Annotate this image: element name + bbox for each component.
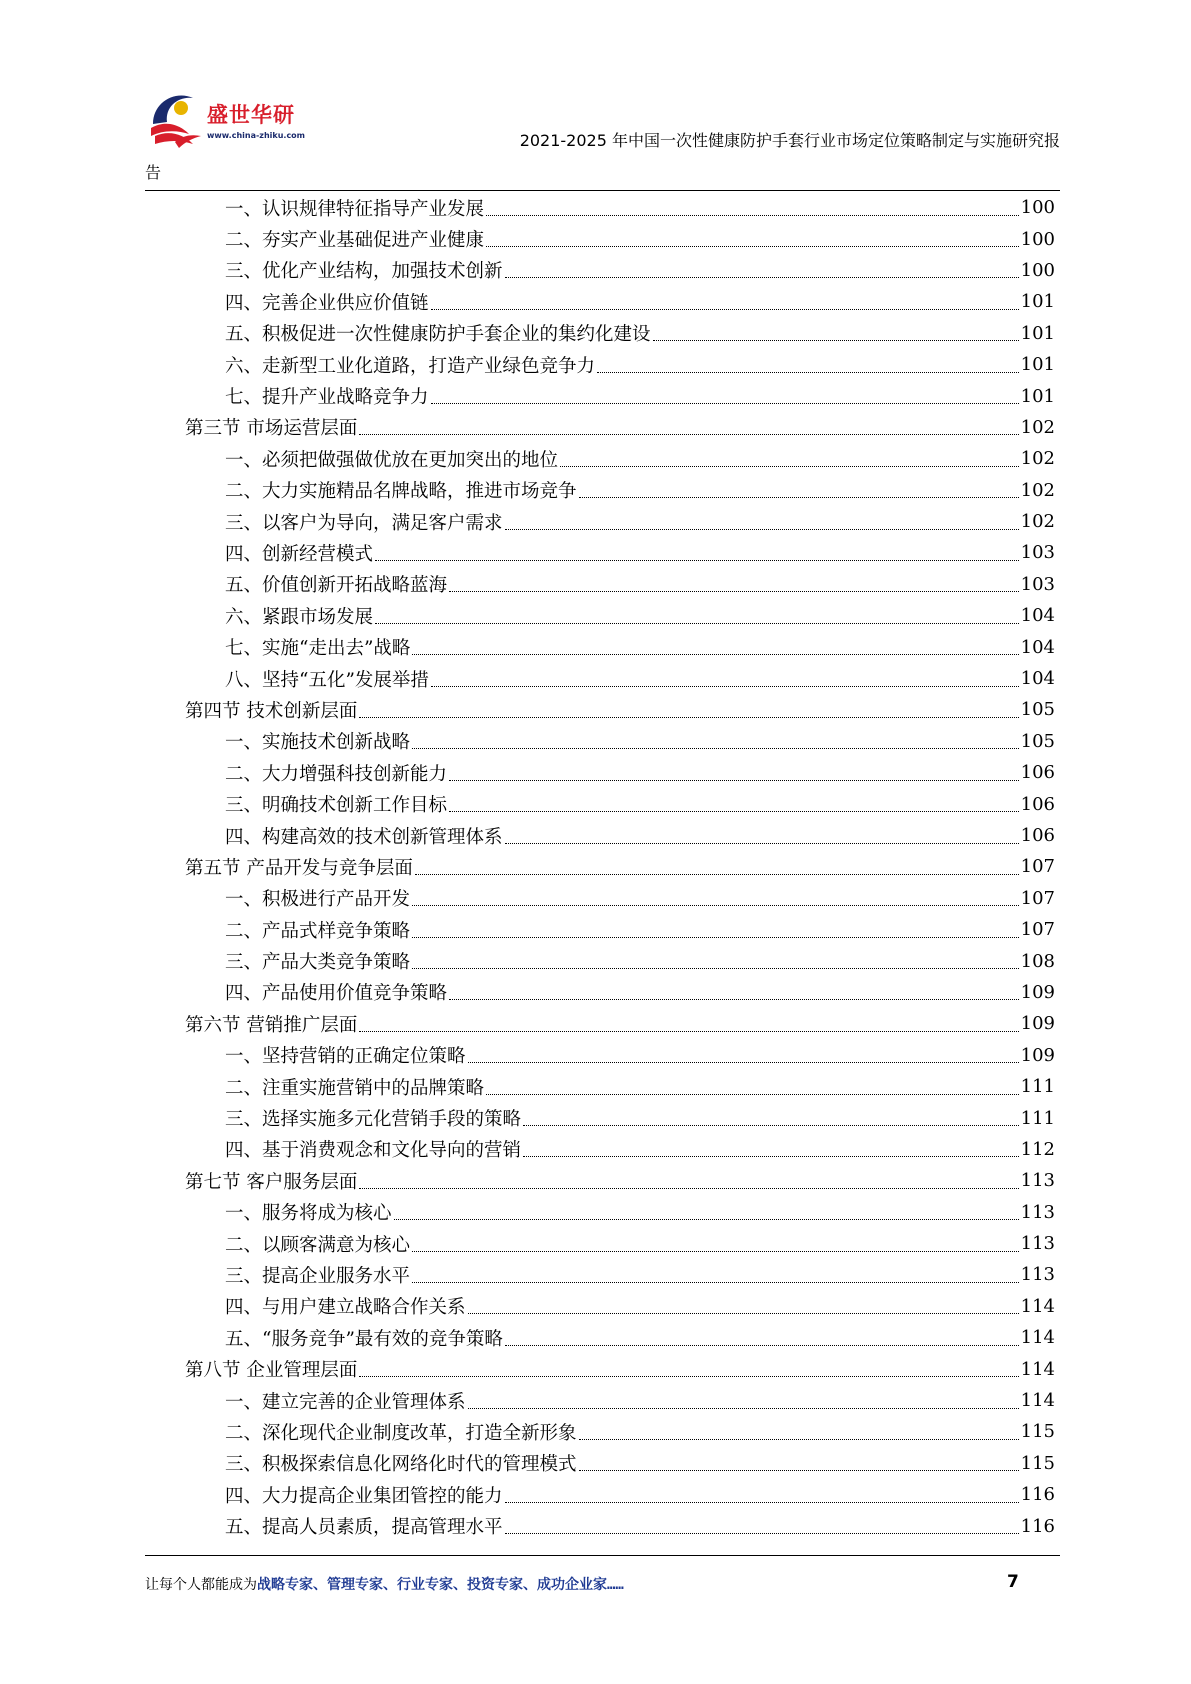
toc-entry[interactable] — [185, 757, 1055, 788]
toc-entry-page: 104 — [1020, 605, 1055, 627]
toc-entry-page: 100 — [1020, 259, 1055, 281]
toc-entry[interactable] — [185, 600, 1055, 631]
toc-entry-title: 三、选择实施多元化营销手段的策略 — [225, 1109, 522, 1131]
toc-entry-page: 116 — [1020, 1515, 1055, 1537]
toc-entry-page: 103 — [1020, 542, 1055, 564]
toc-entry-title: 三、积极探索信息化网络化时代的管理模式 — [225, 1454, 577, 1476]
toc-section[interactable] — [185, 694, 1055, 725]
toc-entry-page: 113 — [1020, 1233, 1055, 1255]
toc-entry-page: 114 — [1020, 1295, 1055, 1317]
toc-entry-title: 七、实施“走出去”战略 — [225, 638, 411, 660]
toc-entry[interactable] — [185, 223, 1055, 254]
toc-entry-title: 第三节 市场运营层面 — [185, 418, 358, 440]
toc-entry[interactable] — [185, 192, 1055, 223]
toc-entry-page: 112 — [1020, 1138, 1055, 1160]
report-title-wrap: 告 — [145, 163, 162, 182]
toc-leader-dots — [394, 1218, 1019, 1220]
toc-entry-page: 103 — [1020, 573, 1055, 595]
toc-entry-title: 一、建立完善的企业管理体系 — [225, 1391, 466, 1413]
toc-section[interactable] — [185, 1008, 1055, 1039]
toc-leader-dots — [468, 1312, 1019, 1314]
toc-entry[interactable] — [185, 255, 1055, 286]
toc-entry-page: 101 — [1020, 354, 1055, 376]
toc-entry[interactable] — [185, 1479, 1055, 1510]
toc-leader-dots — [449, 779, 1019, 781]
toc-entry[interactable] — [185, 1071, 1055, 1102]
toc-entry-title: 八、坚持“五化”发展举措 — [225, 669, 429, 691]
toc-leader-dots — [486, 245, 1019, 247]
toc-entry[interactable] — [185, 506, 1055, 537]
toc-entry-title: 五、“服务竞争”最有效的竞争策略 — [225, 1328, 503, 1350]
toc-entry[interactable] — [185, 569, 1055, 600]
toc-entry[interactable] — [185, 1416, 1055, 1447]
toc-leader-dots — [449, 810, 1019, 812]
toc-entry-title: 四、与用户建立战略合作关系 — [225, 1297, 466, 1319]
toc-leader-dots — [523, 1124, 1019, 1126]
toc-entry[interactable] — [185, 788, 1055, 819]
page-number: 7 — [1007, 1572, 1019, 1592]
toc-entry-title: 二、产品式样竞争策略 — [225, 920, 411, 942]
toc-entry-page: 115 — [1020, 1421, 1055, 1443]
toc-entry-title: 第四节 技术创新层面 — [185, 700, 358, 722]
toc-entry-title: 三、以客户为导向，满足客户需求 — [225, 512, 503, 534]
toc-leader-dots — [412, 936, 1019, 938]
toc-entry[interactable] — [185, 349, 1055, 380]
toc-entry[interactable] — [185, 1197, 1055, 1228]
toc-entry-title: 二、大力增强科技创新能力 — [225, 763, 448, 785]
table-of-contents — [185, 192, 1055, 1542]
toc-entry-title: 六、紧跟市场发展 — [225, 606, 374, 628]
toc-entry-title: 第八节 企业管理层面 — [185, 1360, 358, 1382]
logo-url: www.china-zhiku.com — [207, 131, 306, 140]
toc-entry[interactable] — [185, 977, 1055, 1008]
toc-entry-title: 二、以顾客满意为核心 — [225, 1234, 411, 1256]
toc-leader-dots — [412, 1281, 1019, 1283]
toc-leader-dots — [431, 685, 1019, 687]
toc-leader-dots — [359, 433, 1018, 435]
toc-entry[interactable] — [185, 1228, 1055, 1259]
header-divider — [145, 190, 1060, 191]
toc-entry-title: 第七节 客户服务层面 — [185, 1171, 358, 1193]
toc-entry[interactable] — [185, 318, 1055, 349]
toc-entry-title: 二、深化现代企业制度改革，打造全新形象 — [225, 1422, 577, 1444]
toc-entry-page: 106 — [1020, 825, 1055, 846]
toc-entry[interactable] — [185, 537, 1055, 568]
toc-entry-title: 二、夯实产业基础促进产业健康 — [225, 230, 485, 252]
toc-entry-title: 二、大力实施精品名牌战略，推进市场竞争 — [225, 481, 577, 503]
toc-entry-title: 一、服务将成为核心 — [225, 1203, 392, 1225]
toc-entry-title: 四、产品使用价值竞争策略 — [225, 983, 448, 1005]
toc-leader-dots — [359, 1030, 1018, 1032]
footer-slogan-prefix: 让每个人都能成为 — [145, 1577, 257, 1593]
toc-entry-title: 第五节 产品开发与竞争层面 — [185, 857, 413, 879]
logo-emblem-icon — [145, 84, 215, 154]
footer-slogan — [145, 1574, 624, 1594]
toc-section[interactable] — [185, 1353, 1055, 1384]
toc-entry[interactable] — [185, 1322, 1055, 1353]
toc-entry-title: 一、积极进行产品开发 — [225, 889, 411, 911]
toc-leader-dots — [505, 276, 1019, 278]
toc-entry-title: 一、坚持营销的正确定位策略 — [225, 1046, 466, 1068]
toc-leader-dots — [412, 747, 1019, 749]
page-header — [145, 78, 1060, 190]
toc-entry-title: 七、提升产业战略竞争力 — [225, 387, 429, 409]
toc-leader-dots — [468, 1061, 1019, 1063]
toc-entry-title: 三、明确技术创新工作目标 — [225, 795, 448, 817]
toc-entry-title: 二、注重实施营销中的品牌策略 — [225, 1077, 485, 1099]
toc-entry-page: 116 — [1020, 1484, 1055, 1506]
toc-leader-dots — [505, 1532, 1019, 1534]
toc-entry-page: 100 — [1020, 197, 1055, 219]
toc-entry-page: 106 — [1020, 793, 1055, 815]
toc-entry-title: 四、大力提高企业集团管控的能力 — [225, 1485, 503, 1507]
toc-leader-dots — [359, 1375, 1018, 1377]
toc-section[interactable] — [185, 412, 1055, 443]
toc-entry[interactable] — [185, 1385, 1055, 1416]
toc-entry-page: 113 — [1020, 1264, 1055, 1286]
toc-entry-page: 107 — [1020, 856, 1055, 878]
toc-entry-page: 108 — [1020, 950, 1055, 972]
toc-leader-dots — [359, 1187, 1018, 1189]
toc-entry-page: 104 — [1020, 636, 1055, 658]
toc-entry[interactable] — [185, 380, 1055, 411]
toc-leader-dots — [431, 308, 1019, 310]
toc-leader-dots — [653, 339, 1019, 341]
footer-slogan-highlight: 战略专家、管理专家、行业专家、投资专家、成功企业家…… — [257, 1577, 624, 1593]
toc-leader-dots — [486, 1093, 1019, 1095]
toc-leader-dots — [449, 998, 1019, 1000]
toc-entry-title: 三、优化产业结构，加强技术创新 — [225, 261, 503, 283]
toc-entry[interactable] — [185, 726, 1055, 757]
toc-leader-dots — [412, 1250, 1019, 1252]
toc-leader-dots — [412, 967, 1019, 969]
toc-entry-page: 106 — [1020, 762, 1055, 784]
toc-entry[interactable] — [185, 631, 1055, 662]
toc-entry[interactable] — [185, 1291, 1055, 1322]
toc-entry-page: 109 — [1020, 1013, 1055, 1035]
toc-entry[interactable] — [185, 883, 1055, 914]
toc-entry-page: 111 — [1020, 1107, 1055, 1129]
toc-leader-dots — [560, 465, 1019, 467]
toc-entry-page: 113 — [1020, 1201, 1055, 1223]
toc-entry-page: 105 — [1020, 699, 1055, 721]
toc-entry-title: 第六节 营销推广层面 — [185, 1014, 358, 1036]
toc-leader-dots — [505, 528, 1019, 530]
toc-entry-page: 101 — [1020, 291, 1055, 313]
toc-entry[interactable] — [185, 1134, 1055, 1165]
toc-entry-page: 114 — [1020, 1327, 1055, 1349]
toc-entry[interactable] — [185, 1040, 1055, 1071]
toc-entry-page: 105 — [1020, 730, 1055, 752]
toc-leader-dots — [375, 559, 1019, 561]
toc-entry[interactable] — [185, 475, 1055, 506]
toc-entry-page: 101 — [1020, 322, 1055, 344]
toc-entry[interactable] — [185, 286, 1055, 317]
toc-entry-title: 五、积极促进一次性健康防护手套企业的集约化建设 — [225, 324, 651, 346]
toc-entry[interactable] — [185, 945, 1055, 976]
toc-entry[interactable] — [185, 1510, 1055, 1541]
toc-entry-page: 102 — [1020, 416, 1055, 438]
toc-leader-dots — [579, 496, 1019, 498]
toc-leader-dots — [486, 214, 1019, 216]
toc-entry-title: 五、提高人员素质，提高管理水平 — [225, 1517, 503, 1539]
toc-leader-dots — [431, 402, 1019, 404]
toc-leader-dots — [468, 1407, 1019, 1409]
toc-entry[interactable] — [185, 663, 1055, 694]
toc-entry-title: 三、提高企业服务水平 — [225, 1265, 411, 1287]
toc-entry-title: 一、实施技术创新战略 — [225, 732, 411, 754]
toc-entry[interactable] — [185, 914, 1055, 945]
toc-entry[interactable] — [185, 443, 1055, 474]
toc-leader-dots — [412, 904, 1019, 906]
toc-entry[interactable] — [185, 1259, 1055, 1290]
toc-entry-title: 四、完善企业供应价值链 — [225, 292, 429, 314]
toc-leader-dots — [597, 371, 1019, 373]
toc-entry-title: 一、认识规律特征指导产业发展 — [225, 198, 485, 220]
toc-entry-page: 115 — [1020, 1452, 1055, 1474]
toc-section[interactable] — [185, 851, 1055, 882]
toc-leader-dots — [415, 873, 1019, 875]
toc-entry[interactable] — [185, 1102, 1055, 1133]
toc-leader-dots — [505, 1501, 1019, 1503]
toc-leader-dots — [375, 622, 1019, 624]
toc-entry-page: 107 — [1020, 919, 1055, 941]
logo-name: 盛世华研 — [207, 103, 295, 127]
toc-entry[interactable] — [185, 820, 1055, 851]
toc-leader-dots — [505, 1344, 1019, 1346]
toc-leader-dots — [579, 1438, 1019, 1440]
toc-leader-dots — [523, 1155, 1019, 1157]
toc-entry-title: 三、产品大类竞争策略 — [225, 952, 411, 974]
toc-entry-page: 102 — [1020, 479, 1055, 501]
toc-entry-page: 111 — [1020, 1076, 1055, 1098]
toc-entry-page: 104 — [1020, 668, 1055, 690]
toc-entry-page: 102 — [1020, 448, 1055, 470]
toc-entry-page: 102 — [1020, 511, 1055, 533]
toc-entry-page: 101 — [1020, 385, 1055, 407]
toc-entry[interactable] — [185, 1448, 1055, 1479]
toc-entry-page: 114 — [1020, 1390, 1055, 1412]
toc-entry-title: 四、创新经营模式 — [225, 543, 374, 565]
toc-entry-page: 109 — [1020, 1044, 1055, 1066]
toc-entry-title: 四、基于消费观念和文化导向的营销 — [225, 1140, 522, 1162]
footer-divider — [145, 1555, 1060, 1556]
toc-leader-dots — [359, 716, 1018, 718]
toc-entry-title: 一、必须把做强做优放在更加突出的地位 — [225, 449, 559, 471]
toc-leader-dots — [579, 1469, 1019, 1471]
toc-leader-dots — [449, 590, 1019, 592]
toc-entry-page: 109 — [1020, 981, 1055, 1003]
toc-entry-page: 107 — [1020, 887, 1055, 909]
toc-entry-page: 113 — [1020, 1170, 1055, 1192]
toc-leader-dots — [505, 842, 1019, 844]
toc-leader-dots — [412, 653, 1018, 655]
toc-entry-title: 五、价值创新开拓战略蓝海 — [225, 575, 448, 597]
report-title: 2021-2025 年中国一次性健康防护手套行业市场定位策略制定与实施研究报 — [519, 131, 1060, 150]
toc-entry-page: 100 — [1020, 228, 1055, 250]
company-logo — [145, 84, 315, 154]
toc-entry-title: 四、构建高效的技术创新管理体系 — [225, 826, 503, 848]
toc-section[interactable] — [185, 1165, 1055, 1196]
toc-entry-title: 六、走新型工业化道路，打造产业绿色竞争力 — [225, 355, 596, 377]
toc-entry-page: 114 — [1020, 1358, 1055, 1380]
